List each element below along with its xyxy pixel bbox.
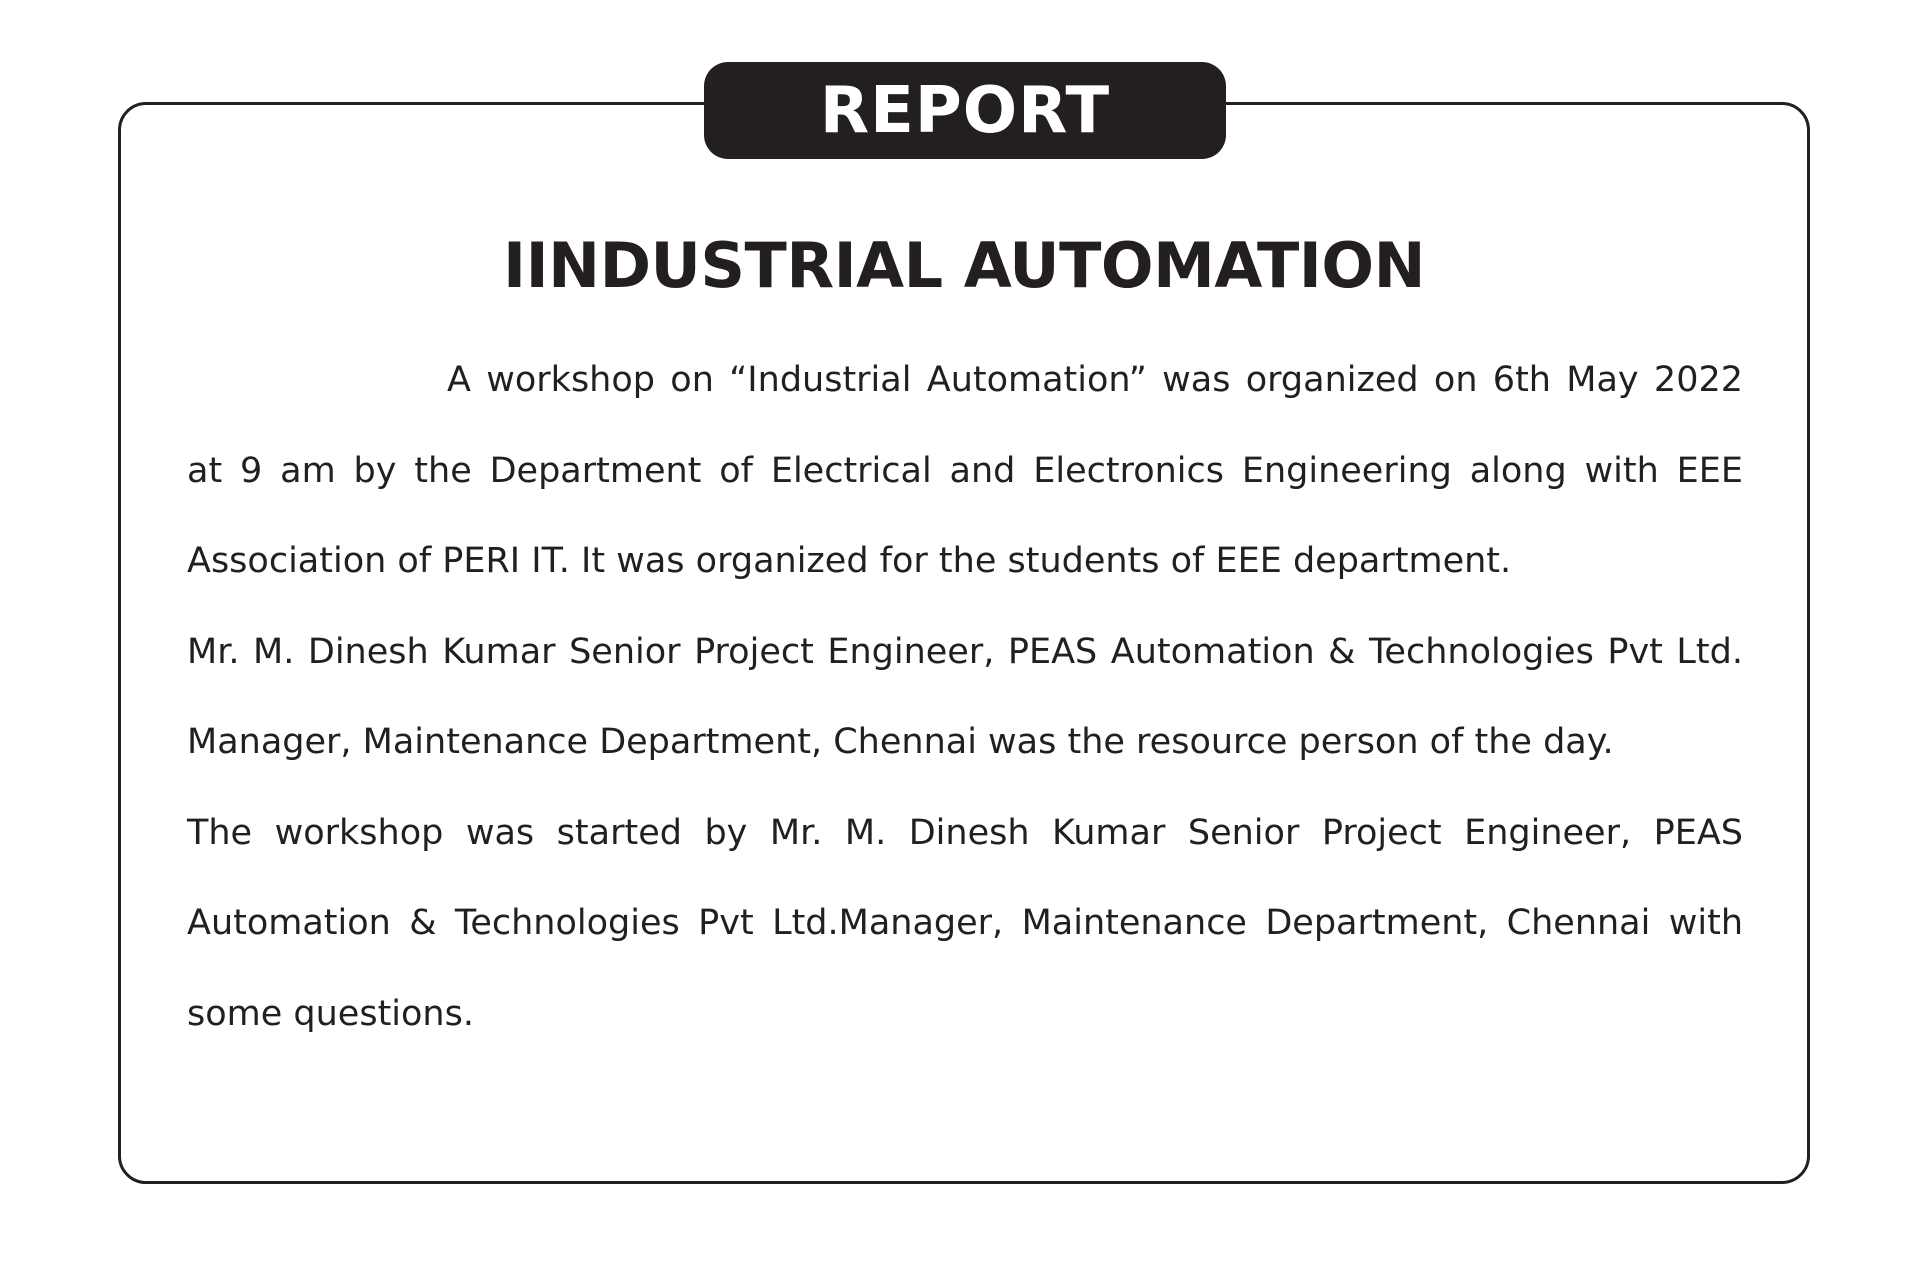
paragraph-workshop-start: The workshop was started by Mr. M. Dinesh Kumar Senior Project Engineer, PEAS Automation & Technologies Pvt Ltd.Manager, Maintenance Department, Chennai with some questions. — [187, 812, 1743, 1034]
report-body — [187, 335, 1743, 1059]
report-tab-label: REPORT — [819, 73, 1111, 148]
paragraph-resource-person: Mr. M. Dinesh Kumar Senior Project Engineer, PEAS Automation & Technologies Pvt Ltd. Manager, Maintenance Department, Chennai was the resource person of the day. — [187, 631, 1743, 762]
paragraph-intro: A workshop on “Industrial Automation” was organized on 6th May 2022 at 9 am by the Department of Electrical and Electronics Engineering along with EEE Association of PERI IT. It was organized for the students of EEE department. — [187, 360, 1743, 581]
document-title: IINDUSTRIAL AUTOMATION — [503, 229, 1425, 302]
report-tab — [704, 62, 1226, 159]
